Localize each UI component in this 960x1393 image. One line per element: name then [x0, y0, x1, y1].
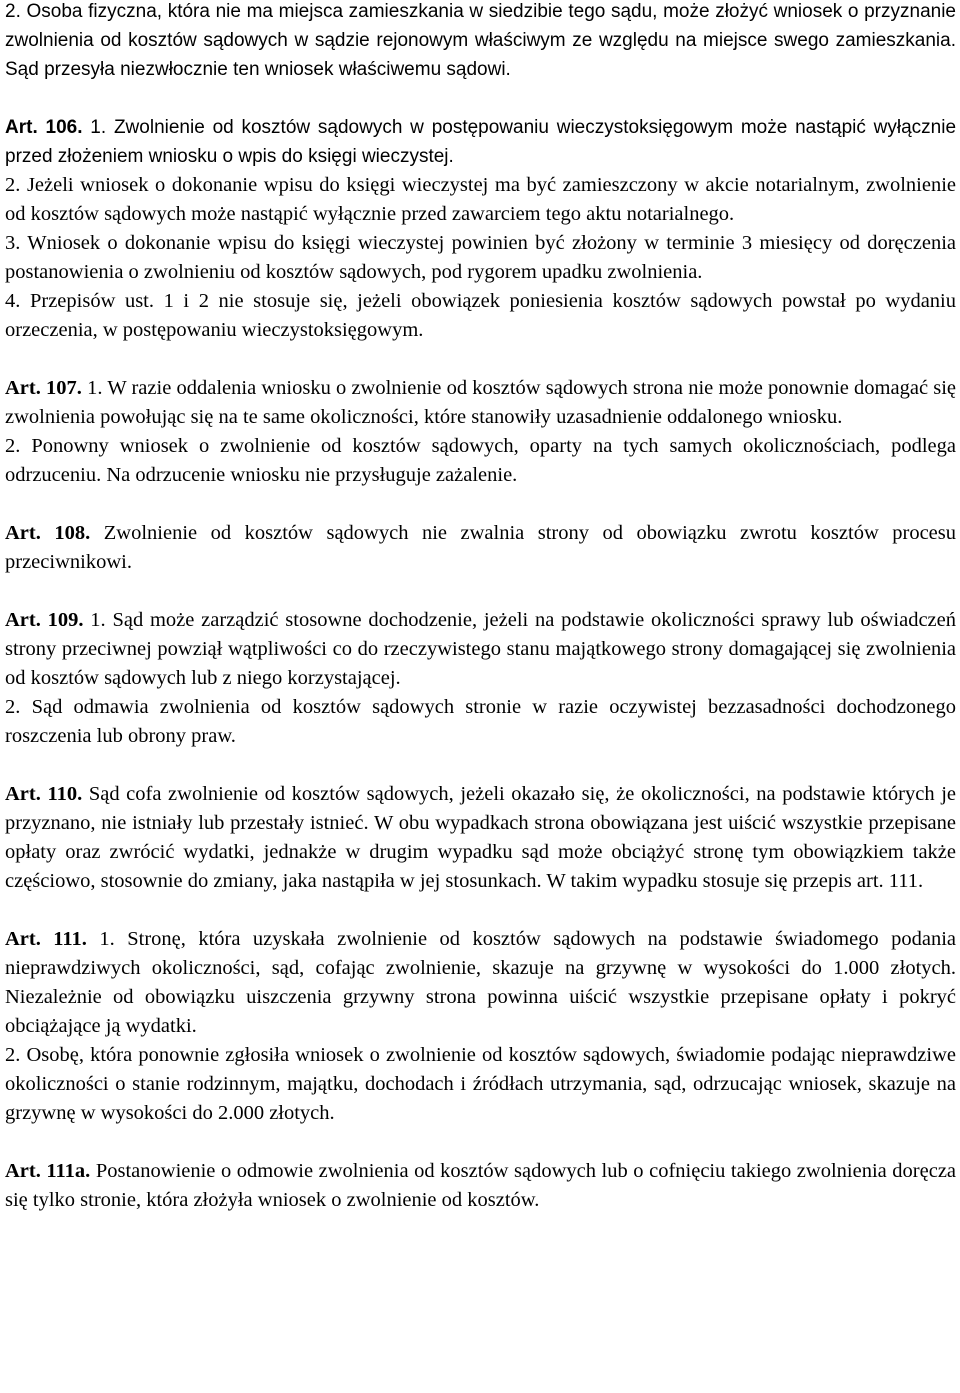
para-number: 1. — [90, 609, 106, 631]
art106-para-4 — [5, 287, 956, 345]
para-text: Osobę, która ponownie zgłosiła wniosek o zwolnienie od kosztów sądowych, świadomie podając nieprawdziwe okoliczności o stanie rodzinnym, majątku, dochodach i źródłach utrzymania, sąd, odrzucając wniosek, skazuje na grzywnę w wysokości do 2.000 złotych. — [5, 1044, 956, 1124]
para-number: 2. — [5, 1044, 21, 1066]
art107-para-1 — [5, 374, 956, 432]
art111-para-2 — [5, 1041, 956, 1128]
para-text: Sąd może zarządzić stosowne dochodzenie, jeżeli na podstawie okoliczności sprawy lub oświadczeń strony przeciwnej powziął wątpliwości co do rzeczywistego stanu majątkowego strony domagającej się zwolnienia od kosztów sądowych lub z niego korzystającej. — [5, 609, 957, 689]
article-label: Art. 107. — [5, 377, 82, 399]
para-text: Ponowny wniosek o zwolnienie od kosztów sądowych, oparty na tych samych okolicznościach, podlega odrzuceniu. Na odrzucenie wniosku nie przysługuje zażalenie. — [5, 435, 957, 486]
art105-para-2 — [5, 0, 956, 84]
para-number: 2. — [5, 174, 21, 196]
para-number: 1. — [99, 928, 115, 950]
art110-para — [5, 780, 956, 896]
para-text: Postanowienie o odmowie zwolnienia od kosztów sądowych lub o cofnięciu takiego zwolnienia doręcza się tylko stronie, która złożyła wniosek o zwolnienie od kosztów. — [5, 1160, 957, 1211]
para-text: Zwolnienie od kosztów sądowych nie zwalnia strony od obowiązku zwrotu kosztów procesu przeciwnikowi. — [5, 522, 957, 573]
art108-para — [5, 519, 956, 577]
art111a-para — [5, 1157, 956, 1215]
art107-para-2 — [5, 432, 956, 490]
para-text: Przepisów ust. 1 i 2 nie stosuje się, jeżeli obowiązek poniesienia kosztów sądowych powstał po wydaniu orzeczenia, w postępowaniu wieczystoksięgowym. — [5, 290, 956, 341]
para-text: Sąd cofa zwolnienie od kosztów sądowych, jeżeli okazało się, że okoliczności, na podstawie których je przyznano, nie istniały lub przestały istnieć. W obu wypadkach strona obowiązana jest uiścić wszystkie przepisane opłaty oraz zwrócić wydatki, jednakże w drugim wypadku sąd może obciążyć stronę tym obowiązkiem także częściowo, stosownie do zmiany, jaka nastąpiła w jej stosunkach. W takim wypadku stosuje się przepis art. 111. — [5, 783, 956, 892]
para-text: W razie oddalenia wniosku o zwolnienie od kosztów sądowych strona nie może ponownie domagać się zwolnienia powołując się na te same okoliczności, które stanowiły uzasadnienie oddalonego wniosku. — [5, 377, 957, 428]
para-number: 2. — [5, 1, 21, 22]
para-text: Sąd odmawia zwolnienia od kosztów sądowych stronie w razie oczywistej bezzasadności dochodzonego roszczenia lub obrony praw. — [5, 696, 957, 747]
para-text: Wniosek o dokonanie wpisu do księgi wieczystej powinien być złożony w terminie 3 miesięcy od doręczenia postanowienia o zwolnieniu od kosztów sądowych, pod rygorem upadku zwolnienia. — [5, 232, 957, 283]
art109-para-1 — [5, 606, 956, 693]
para-text: Jeżeli wniosek o dokonanie wpisu do księgi wieczystej ma być zamieszczony w akcie notarialnym, zwolnienie od kosztów sądowych może nastąpić wyłącznie przed zawarciem tego aktu notarialnego. — [5, 174, 957, 225]
para-number: 3. — [5, 232, 21, 254]
para-number: 1. — [87, 377, 103, 399]
article-label: Art. 111a. — [5, 1160, 91, 1182]
article-label: Art. 108. — [5, 522, 91, 544]
para-number: 4. — [5, 290, 21, 312]
art106-para-2 — [5, 171, 956, 229]
para-text: Stronę, która uzyskała zwolnienie od kosztów sądowych na podstawie świadomego podania nieprawdziwych okoliczności, sąd, cofając zwolnienie, skazuje na grzywnę w wysokości do 1.000 złotych. Niezależnie od obowiązku uiszczenia grzywny strona powinna uiścić wszystkie przepisane opłaty i pokryć obciążające ją wydatki. — [5, 928, 957, 1037]
art111-para-1 — [5, 925, 956, 1041]
article-label: Art. 106. — [5, 117, 83, 138]
art109-para-2 — [5, 693, 956, 751]
para-number: 1. — [90, 117, 107, 138]
article-label: Art. 110. — [5, 783, 83, 805]
article-label: Art. 111. — [5, 928, 87, 950]
art106-para-1 — [5, 113, 956, 171]
art106-para-3 — [5, 229, 956, 287]
para-number: 2. — [5, 435, 21, 457]
para-number: 2. — [5, 696, 21, 718]
para-text: Zwolnienie od kosztów sądowych w postępowaniu wieczystoksięgowym może nastąpić wyłącznie przed złożeniem wniosku o wpis do księgi wieczystej. — [5, 117, 957, 167]
para-text: Osoba fizyczna, która nie ma miejsca zamieszkania w siedzibie tego sądu, może złożyć wniosek o przyznanie zwolnienia od kosztów sądowych w sądzie rejonowym właściwym ze względu na miejsce swego zamieszkania. Sąd przesyła niezwłocznie ten wniosek właściwemu sądowi. — [5, 1, 957, 80]
article-label: Art. 109. — [5, 609, 84, 631]
